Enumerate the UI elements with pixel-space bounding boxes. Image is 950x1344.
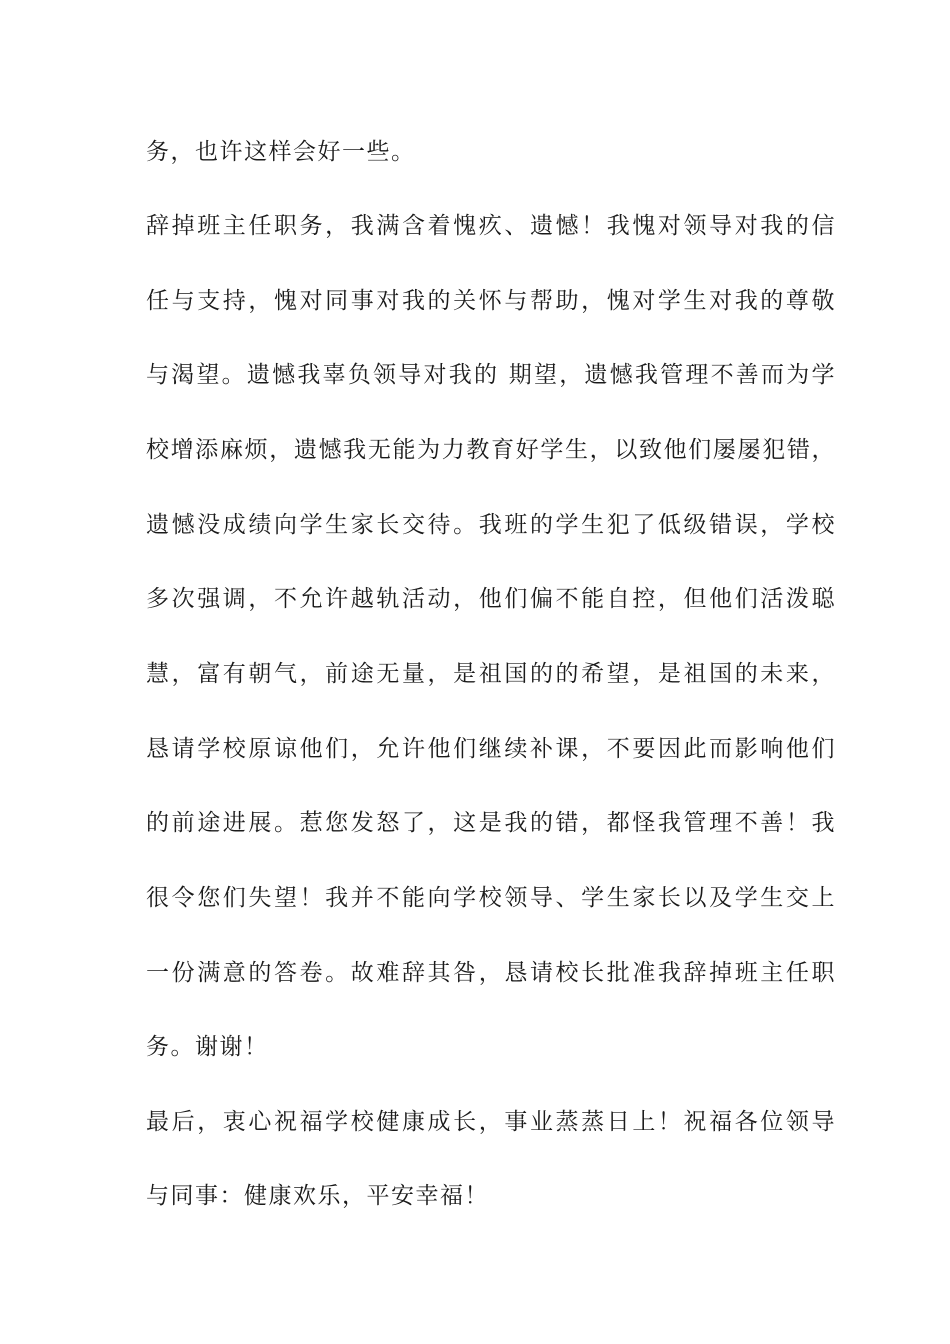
text-line: 的前途进展。惹您发怒了，这是我的错，都怪我管理不善！我 (146, 810, 836, 836)
text-line: 任与支持，愧对同事对我的关怀与帮助，愧对学生对我的尊敬 (146, 288, 836, 314)
text-line: 慧，富有朝气，前途无量，是祖国的的希望，是祖国的未来， (146, 661, 836, 687)
text-line: 一份满意的答卷。故难辞其咎，恳请校长批准我辞掉班主任职 (146, 960, 836, 986)
text-line: 与渴望。遗憾我辜负领导对我的 期望，遗憾我管理不善而为学 (146, 362, 836, 388)
text-line: 辞掉班主任职务，我满含着愧疚、遗憾！我愧对领导对我的信 (146, 213, 836, 239)
text-line: 务。谢谢！ (146, 1034, 269, 1060)
text-line: 恳请学校原谅他们，允许他们继续补课，不要因此而影响他们 (146, 736, 836, 762)
text-line: 遗憾没成绩向学生家长交待。我班的学生犯了低级错误，学校 (146, 512, 836, 538)
text-line: 很令您们失望！我并不能向学校领导、学生家长以及学生交上 (146, 885, 836, 911)
text-line: 务，也许这样会好一些。 (146, 139, 416, 165)
text-line: 多次强调，不允许越轨活动，他们偏不能自控，但他们活泼聪 (146, 586, 836, 612)
text-line: 最后，衷心祝福学校健康成长，事业蒸蒸日上！祝福各位领导 (146, 1109, 836, 1135)
text-line: 校增添麻烦，遗憾我无能为力教育好学生，以致他们屡屡犯错， (146, 437, 836, 463)
text-line: 与同事：健康欢乐，平安幸福！ (146, 1183, 489, 1209)
